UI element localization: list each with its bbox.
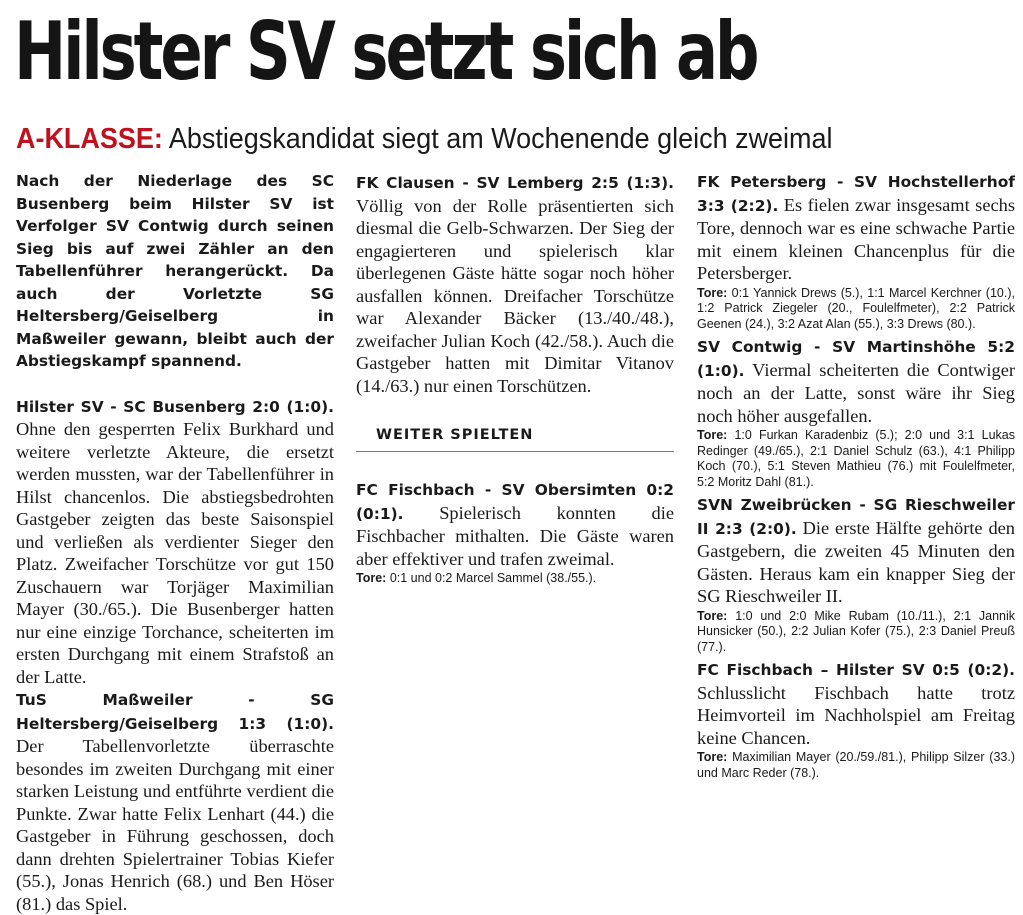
match-result: SV Contwig - SV Martinshöhe 5:2 (1:0). — [697, 338, 1015, 380]
match-result: FC Fischbach - SV Obersimten 0:2 (0:1). — [356, 481, 674, 523]
goals-line — [697, 609, 1015, 656]
match-result: FC Fischbach – Hilster SV 0:5 (0:2). — [697, 661, 1015, 679]
goals-label: Tore: — [697, 428, 728, 442]
goals-label: Tore: — [697, 608, 728, 623]
match-report — [697, 493, 1015, 608]
subline — [16, 121, 832, 157]
headline: Hilster SV setzt sich ab — [14, 5, 757, 98]
match-result: Hilster SV - SC Busenberg 2:0 (1:0). — [16, 397, 334, 416]
kicker: A-KLASSE: — [16, 123, 163, 155]
article-column-1 — [16, 170, 334, 915]
goals-line — [697, 750, 1015, 781]
goals-line — [697, 286, 1015, 333]
goals-line — [356, 571, 674, 587]
goals-line — [697, 428, 1015, 490]
match-text: Ohne den gesperrten Felix Burkhard und weitere verletzte Akteure, die ersetzt werden mussten, war der Tabellenführer in Hilst chancenlos. Die abstiegsbedrohten Gastgeber zeigten das beste Saisonspiel und verließen als verdienter Sieger den Platz. Zweifacher Torschütze vor gut 150 Zuschauern war Torjäger Maximilian Mayer (30./65.). Die Busenberger hatten nur eine einzige Torchance, scheiterten im ersten Durchgang mit einem Strafstoß an der Latte. — [16, 419, 334, 687]
goals-text: 0:1 Yannick Drews (5.), 1:1 Marcel Kerchner (10.), 1:2 Patrick Ziegeler (20., Foulelfmeter), 2:2 Patrick Geenen (24.), 3:2 Azat Alan (55.), 3:3 Drews (80.). — [697, 285, 1015, 331]
match-report — [697, 170, 1015, 285]
match-report — [697, 335, 1015, 427]
match-result: TuS Maßweiler - SG Heltersberg/Geiselberg 1:3 (1:0). — [16, 691, 334, 733]
match-report — [16, 395, 334, 689]
match-result: SVN Zweibrücken - SG Rieschweiler II 2:3 (2:0). — [697, 496, 1015, 538]
article-column-3 — [697, 170, 1015, 784]
article-column-2 — [356, 171, 674, 590]
lead-paragraph: Nach der Niederlage des SC Busenberg beim Hilster SV ist Verfolger SV Contwig durch seinen Sieg bis auf zwei Zähler an den Tabellenführer herangerückt. Da auch der Vorletzte SG Heltersberg/Geiselberg in Maßweiler gewann, bleibt auch der Abstiegskampf spannend. — [16, 172, 334, 370]
match-text: Völlig von der Rolle präsentierten sich diesmal die Gelb-Schwarzen. Der Sieg der engagierteren und spielerisch klar überlegenen Gäste hätte sogar noch höher ausfallen können. Dreifacher Torschütze war Alexander Bäcker (13./40./48.), zweifacher Julian Koch (42./58.). Auch die Gastgeber hatten mit Dimitar Vitanov (14./63.) nur einen Torschützen. — [356, 195, 674, 396]
match-result: FK Clausen - SV Lemberg 2:5 (1:3). — [356, 174, 674, 192]
match-text: Der Tabellenvorletzte überraschte besondes im zweiten Durchgang mit einer starken Leistung und entführte verdient die Punkte. Zwar hatte Felix Lenhart (44.) die Gastgeber in Führung geschossen, doch dann drehten Spielertrainer Tobias Kiefer (55.), Jonas Henrich (68.) und Ben Höser (81.) das Spiel. — [16, 736, 334, 914]
goals-text: 0:1 und 0:2 Marcel Sammel (38./55.). — [389, 571, 597, 585]
match-text: Viermal scheiterten die Contwiger noch an der Latte, sonst wäre ihr Sieg noch höher ausgefallen. — [697, 359, 1016, 426]
match-text: Die erste Hälfte gehörte den Gastgebern, die zweiten 45 Minuten den Gästen. Heraus kam ein knapper Sieg der SG Rieschweiler II. — [697, 517, 1016, 606]
match-report — [356, 478, 674, 570]
goals-text: 1:0 Furkan Karadenbiz (5.); 2:0 und 3:1 Lukas Redinger (49./65.), 2:1 Daniel Schulz (63.), 4:1 Philipp Koch (70.), 5:1 Steven Mathieu (76.) mit Foulelfmeter, 5:2 Moritz Dahl (81.). — [697, 428, 1015, 489]
goals-text: 1:0 und 2:0 Mike Rubam (10./11.), 2:1 Jannik Hunsicker (50.), 2:2 Julian Kofer (75.), 2:3 Daniel Preuß (77.). — [697, 608, 1015, 654]
goals-text: Maximilian Mayer (20./59./81.), Philipp Silzer (33.) und Marc Reder (78.). — [697, 750, 1015, 780]
section-heading: WEITER SPIELTEN — [356, 425, 674, 452]
goals-label: Tore: — [697, 750, 728, 764]
match-text: Spielerisch konnten die Fischbacher mithalten. Die Gäste waren aber effektiver und trafen zweimal. — [356, 502, 674, 569]
match-result: FK Petersberg - SV Hochstellerhof 3:3 (2:2). — [697, 173, 1015, 215]
match-text: Es fielen zwar insgesamt sechs Tore, dennoch war es eine schwache Partie mit einem kleinen Chancenplus für die Petersberger. — [697, 194, 1015, 283]
match-report — [356, 171, 674, 397]
subline-text: Abstiegskandidat siegt am Wochenende gleich zweimal — [168, 123, 833, 155]
goals-label: Tore: — [697, 285, 728, 300]
match-report — [16, 688, 334, 915]
goals-label: Tore: — [356, 571, 387, 585]
match-text: Schlusslicht Fischbach hatte trotz Heimvorteil im Nachholspiel am Freitag keine Chancen. — [697, 682, 1015, 748]
match-report — [697, 658, 1015, 749]
